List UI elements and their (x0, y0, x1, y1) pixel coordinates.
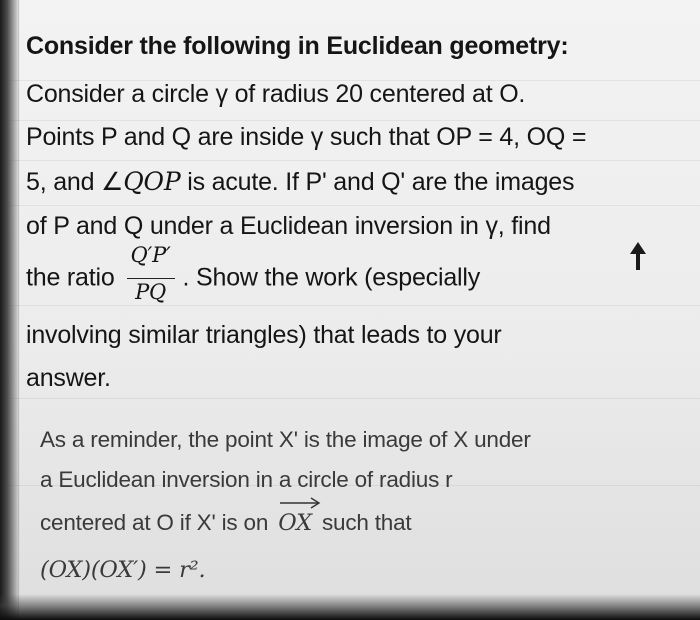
problem-line-6: involving similar triangles) that leads to your (26, 321, 502, 349)
problem-line-2: Points P and Q are inside γ such that OP = 4, OQ = (26, 123, 587, 151)
ratio-fraction (121, 243, 181, 309)
divider-line (0, 398, 700, 399)
problem-line-4: of P and Q under a Euclidean inversion in γ, find (26, 212, 551, 240)
problem-line-3-start: 5, and ∠ (26, 168, 124, 196)
ratio-prefix: the ratio (26, 263, 115, 292)
divider-line (0, 205, 700, 206)
ratio-numerator: Q′P′ (130, 243, 171, 267)
problem-line-7: answer. (26, 364, 111, 392)
divider-line (0, 160, 700, 161)
ray-arrow-icon (280, 496, 322, 510)
angle-name: QOP (123, 167, 181, 196)
reminder-line-3-start: centered at O if X' is on (40, 510, 269, 535)
ray-label: OX (278, 510, 312, 536)
reminder-line-1: As a reminder, the point X' is the image of X under (40, 427, 531, 452)
problem-line-5 (26, 243, 481, 309)
problem-line-3-end: is acute. If P' and Q' are the images (180, 168, 575, 196)
inversion-formula: (OX)(OX′) = r². (40, 557, 206, 583)
photo-shadow-left (0, 0, 20, 620)
ratio-suffix: . Show the work (especially (182, 263, 481, 292)
ratio-denominator: PQ (135, 280, 167, 304)
problem-line-1: Consider a circle γ of radius 20 centered at O. (26, 80, 526, 108)
question-title: Consider the following in Euclidean geometry: (26, 32, 569, 60)
problem-line-3 (26, 167, 574, 197)
reminder-line-3-end: such that (321, 510, 412, 535)
reminder-line-2: a Euclidean inversion in a circle of radius r (40, 467, 453, 492)
mouse-pointer-icon (626, 240, 650, 274)
reminder-line-3 (40, 510, 411, 536)
fraction-bar (127, 278, 175, 279)
divider-line (0, 120, 700, 121)
photo-shadow-bottom (0, 594, 700, 620)
ray-ox (278, 510, 312, 536)
